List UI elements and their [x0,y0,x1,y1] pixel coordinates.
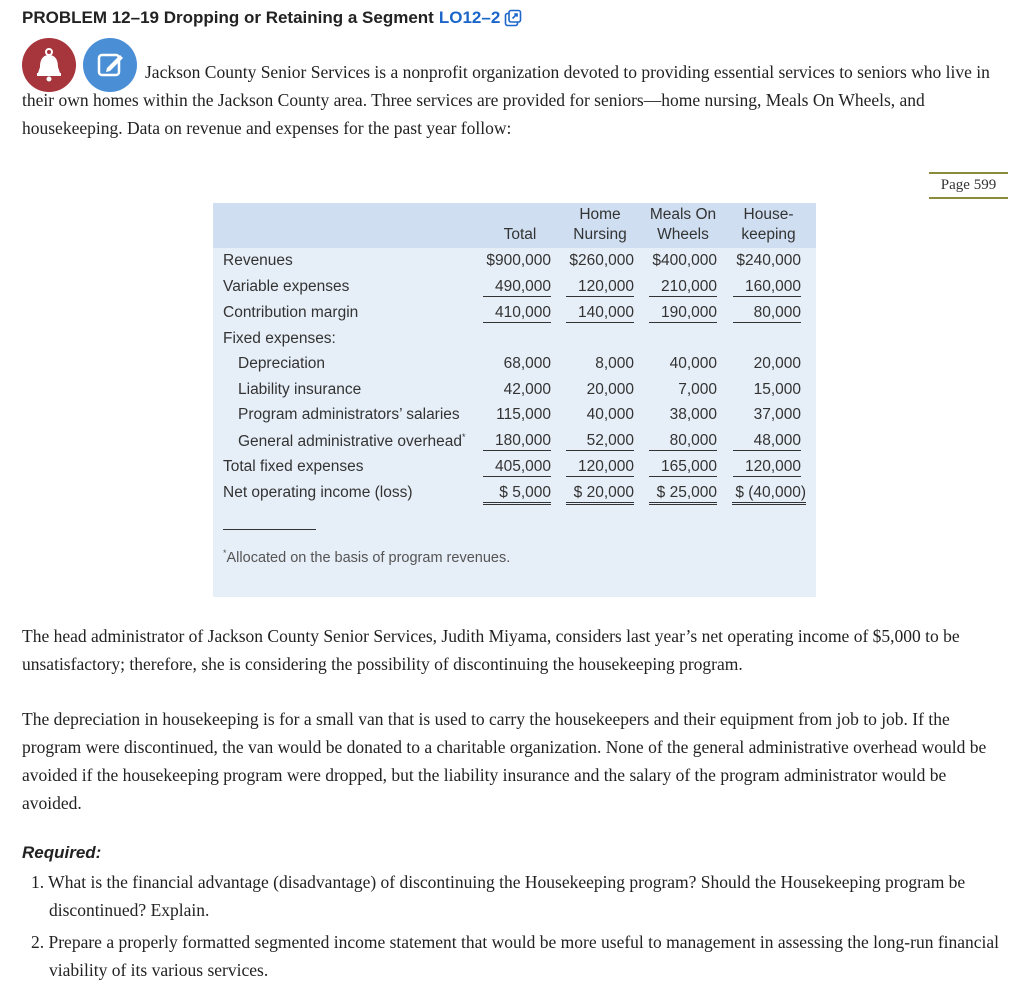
row-label-net-operating-income: Net operating income (loss) [223,484,413,501]
cell-cm-house: 80,000 [733,304,801,323]
intro-text: Jackson County Senior Services is a nonprofit organization devoted to providing essential services to seniors who live in their own homes within the Jackson County area. Three services are provided for seniors—home nursing, Meals On Wheels, and housekeeping. Data on revenue and expenses for the past year follow: [22,62,990,138]
footnote-divider [223,529,316,530]
paragraph-administrator: The head administrator of Jackson County Senior Services, Judith Miyama, considers last year’s net operating income of $5,000 to be unsatisfactory; therefore, she is considering the possibility of discontinuing the housekeeping program. [22,626,960,674]
income-statement-table [213,203,816,597]
cell-salaries-home: 40,000 [586,406,634,423]
cell-revenues-total: $900,000 [486,252,551,269]
cell-variable-total: 490,000 [483,278,551,297]
footnote-marker: * [462,432,466,442]
cell-noi-meals: $ 25,000 [649,484,717,505]
lo-link[interactable]: LO12–2 [438,8,501,27]
intro-paragraph [22,58,1007,142]
external-link-icon[interactable] [504,9,522,27]
cell-cm-total: 410,000 [483,304,551,323]
cell-total-fixed-home: 120,000 [566,458,634,477]
cell-revenues-home: $260,000 [569,252,634,269]
cell-salaries-meals: 38,000 [669,406,717,423]
cell-total-fixed-meals: 165,000 [649,458,717,477]
paragraph-depreciation: The depreciation in housekeeping is for a small van that is used to carry the housekeepers and their equipment from job to job. If the program were discontinued, the van would be donated to a charitable organization. None of the general administrative overhead would be avoided if the housekeeping program were dropped, but the liability insurance and the salary of the program administrator would be avoided. [22,709,987,813]
cell-total-fixed-house: 120,000 [733,458,801,477]
required-item-1: 1. What is the financial advantage (disadvantage) of discontinuing the Housekeeping program? Should the Housekeeping program be discontinued? Explain. [31,872,966,920]
cell-noi-house: $ (40,000) [732,484,806,505]
row-label-variable-expenses: Variable expenses [223,278,350,295]
row-label-total-fixed: Total fixed expenses [223,458,364,475]
row-label-liability-insurance: Liability insurance [238,381,362,398]
cell-overhead-meals: 80,000 [649,432,717,451]
cell-salaries-total: 115,000 [496,406,551,423]
required-item-2: 2. Prepare a properly formatted segmented income statement that would be more useful to management in assessing the long-run financial viability of its various services. [31,932,1000,980]
cell-noi-total: $ 5,000 [483,484,551,505]
cell-depreciation-home: 8,000 [595,355,634,372]
cell-depreciation-total: 68,000 [503,355,551,372]
row-label-general-overhead: General administrative overhead* [238,432,466,451]
cell-depreciation-house: 20,000 [753,355,801,372]
row-label-fixed-expenses: Fixed expenses: [223,330,336,347]
problem-title [22,8,522,28]
cell-variable-home: 120,000 [566,278,634,297]
col-header-total: Total [503,226,537,243]
row-label-revenues: Revenues [223,252,293,269]
col-header-housekeeping: House- keeping [741,206,796,243]
col-header-home-nursing: Home Nursing [573,206,627,243]
cell-noi-home: $ 20,000 [566,484,634,505]
cell-variable-meals: 210,000 [649,278,717,297]
page-reference: Page 599 [929,172,1008,199]
cell-revenues-house: $240,000 [736,252,801,269]
cell-revenues-meals: $400,000 [652,252,717,269]
cell-cm-home: 140,000 [566,304,634,323]
cell-depreciation-meals: 40,000 [669,355,717,372]
cell-liability-house: 15,000 [753,381,801,398]
cell-total-fixed-total: 405,000 [483,458,551,477]
cell-liability-total: 42,000 [503,381,551,398]
required-heading: Required: [22,843,102,862]
table-footnote: *Allocated on the basis of program revenues. [223,548,511,566]
row-label-admin-salaries: Program administrators’ salaries [238,406,460,423]
cell-salaries-house: 37,000 [753,406,801,423]
cell-cm-meals: 190,000 [649,304,717,323]
row-label-depreciation: Depreciation [238,355,326,372]
cell-liability-meals: 7,000 [678,381,717,398]
cell-liability-home: 20,000 [586,381,634,398]
row-label-contribution-margin: Contribution margin [223,304,359,321]
cell-overhead-home: 52,000 [566,432,634,451]
problem-title-text: PROBLEM 12–19 Dropping or Retaining a Segment [22,8,434,27]
cell-variable-house: 160,000 [733,278,801,297]
cell-overhead-total: 180,000 [483,432,551,451]
cell-overhead-house: 48,000 [733,432,801,451]
col-header-meals-on-wheels: Meals On Wheels [649,206,717,243]
